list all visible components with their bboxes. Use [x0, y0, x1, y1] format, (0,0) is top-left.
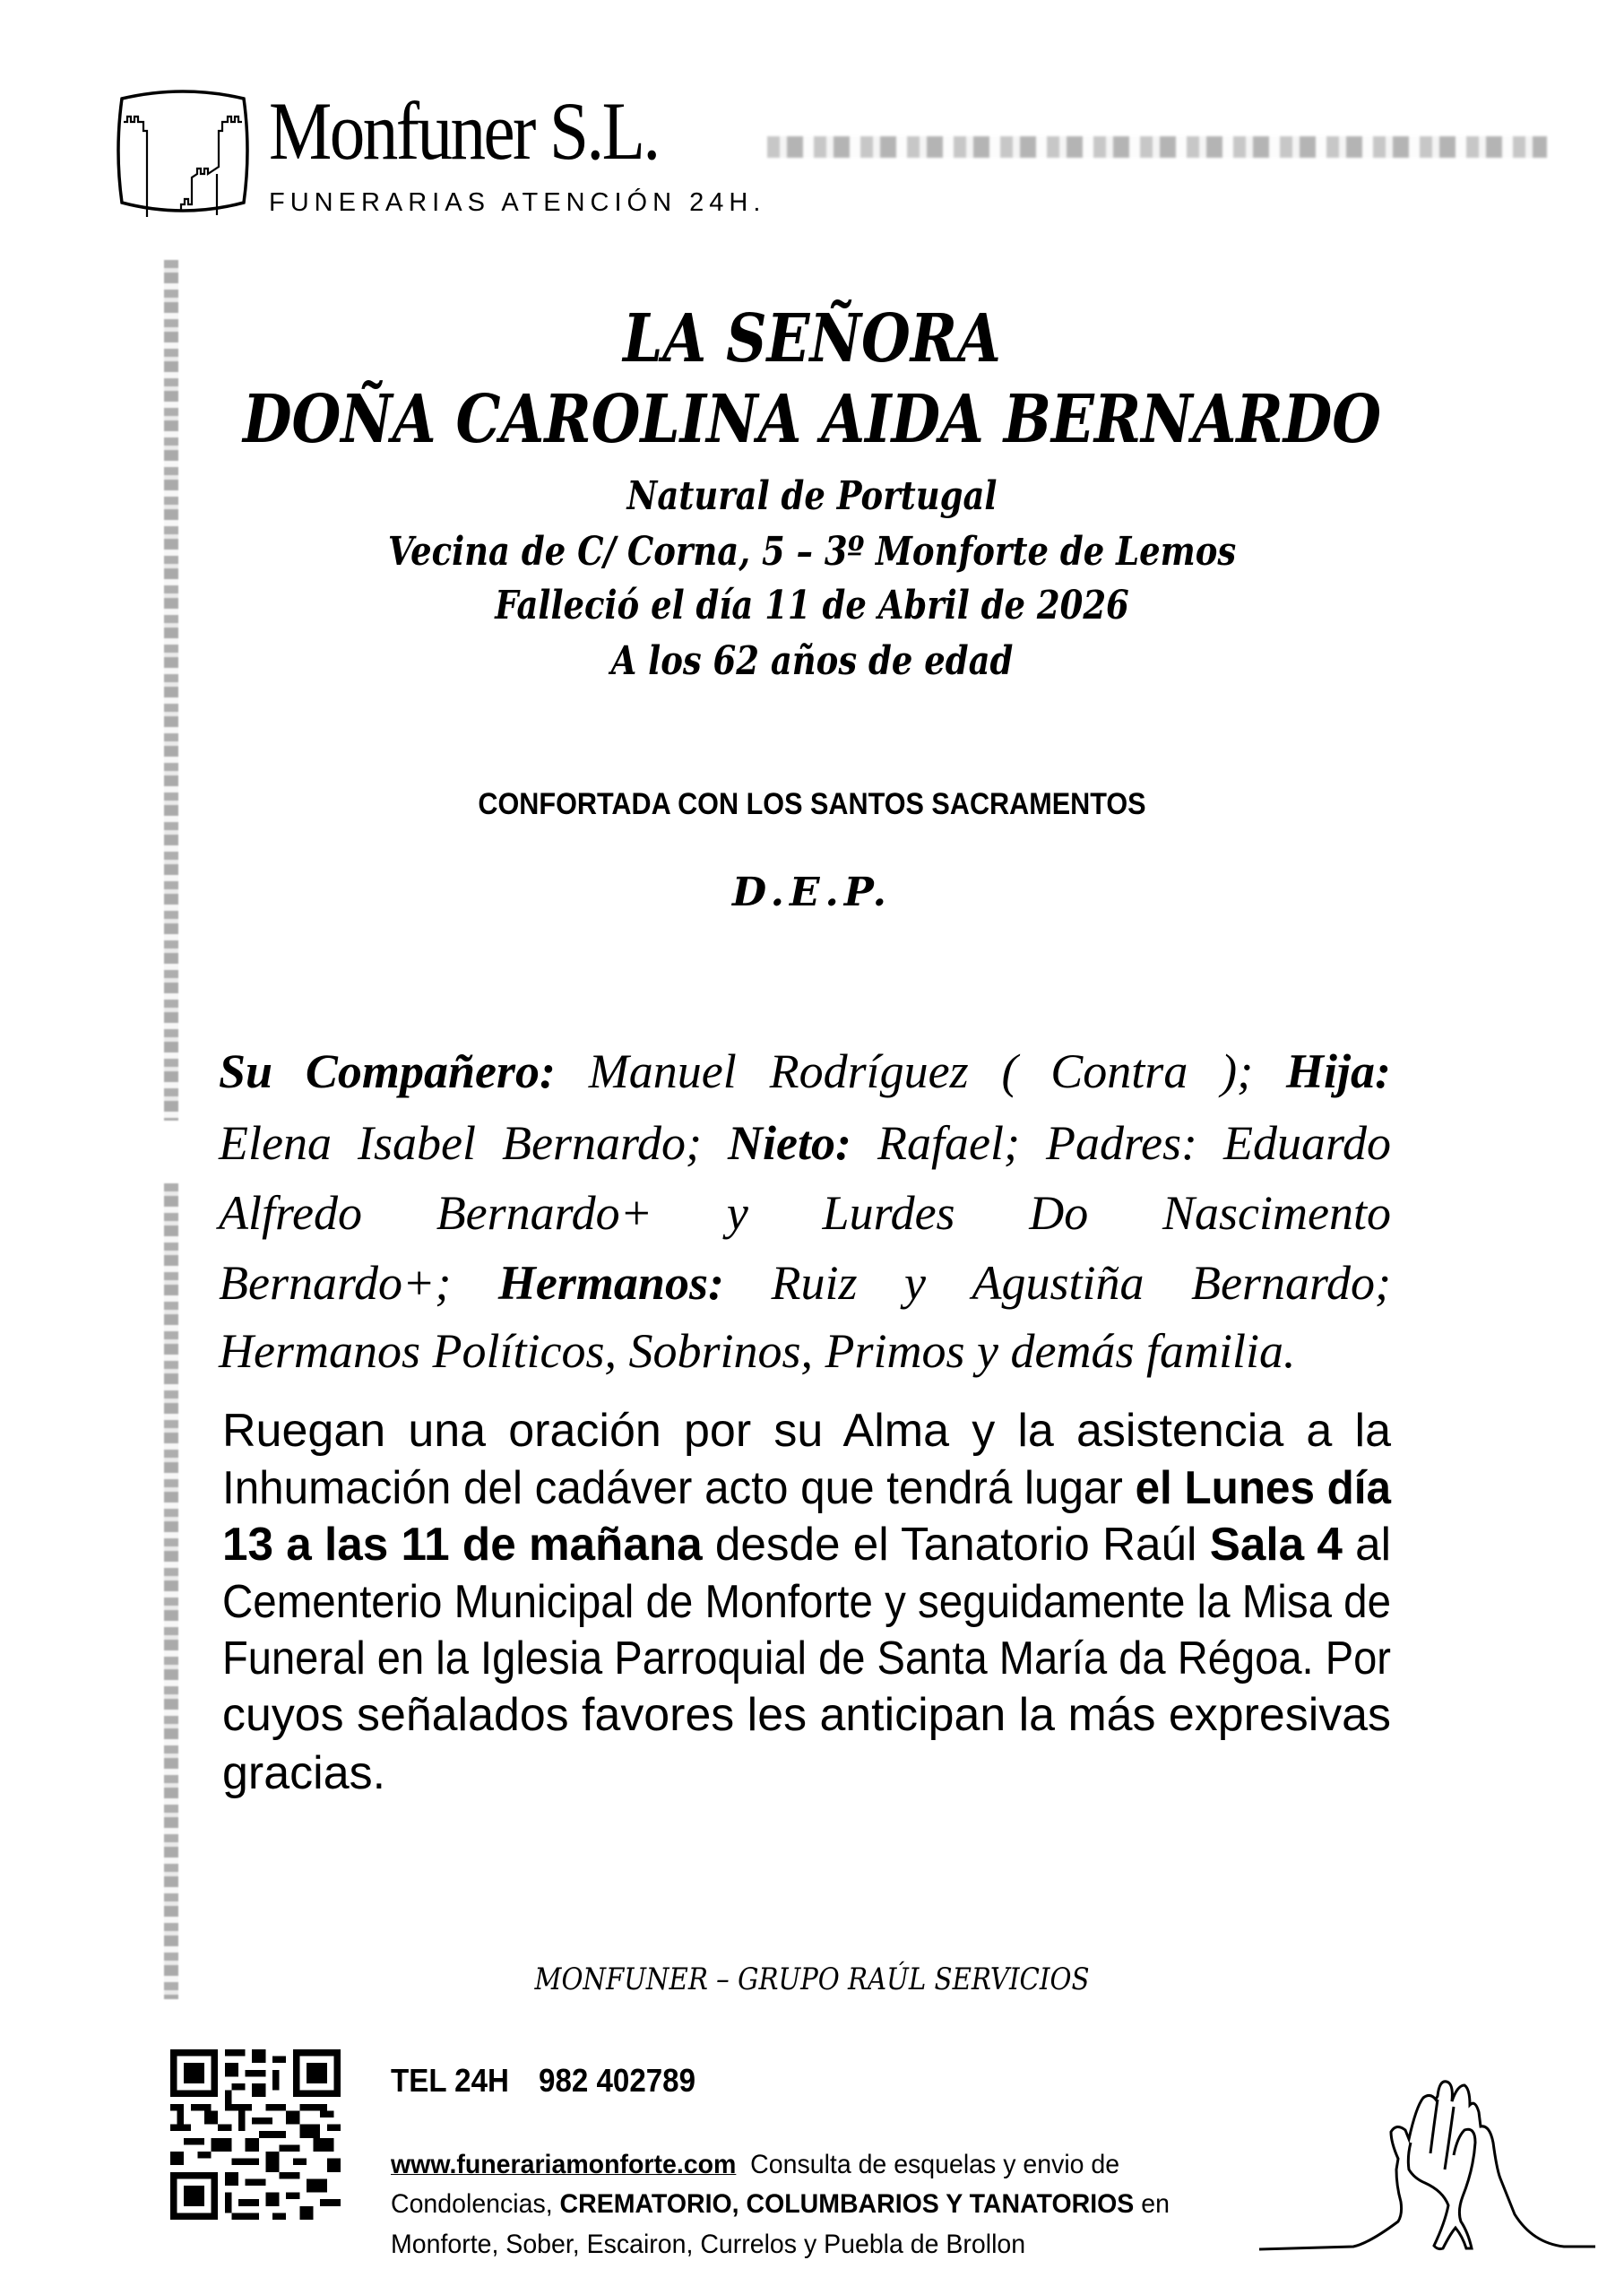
relation-label: Hermanos: [497, 1256, 724, 1310]
ceremony-line [222, 1632, 1391, 1684]
relation-text: Ruiz y Agustiña Bernardo; [723, 1256, 1391, 1310]
death-date-line: Falleció el día 11 de Abril de 2026 [495, 583, 1129, 628]
family-line [219, 1116, 1391, 1170]
ceremony-line [222, 1462, 1391, 1514]
brand-tagline: FUNERARIAS ATENCIÓN 24H. [269, 188, 766, 217]
relation-label: Hija: [1286, 1044, 1391, 1098]
relation-text: Bernardo+; [219, 1256, 498, 1310]
ceremony-text: cuyos señalados favores les anticipan la más expresivas [222, 1689, 1391, 1741]
dep-line: D.E.P. [732, 870, 892, 915]
family-line [219, 1044, 1391, 1098]
relation-label: Nieto: [728, 1116, 851, 1170]
qr-code-icon[interactable] [170, 2049, 341, 2220]
phone-number[interactable]: 982 402789 [539, 2062, 696, 2099]
footer-line [391, 2191, 1170, 2218]
footer-text: Condolencias, [391, 2189, 560, 2219]
family-line [219, 1256, 1391, 1310]
ceremony-text: Cementerio Municipal de Monforte y seguidamente la Misa de [222, 1576, 1391, 1628]
ceremony-text: gracias. [222, 1747, 386, 1799]
ceremony-text: Funeral en la Iglesia Parroquial de Santa María da Régoa. Por [222, 1632, 1391, 1684]
family-line [219, 1186, 1391, 1240]
group-signature: MONFUNER – GRUPO RAÚL SERVICIOS [534, 1962, 1090, 1997]
footer-text: en [1134, 2189, 1170, 2219]
deceased-name: DOÑA CAROLINA AIDA BERNARDO [242, 381, 1382, 458]
address-line: Vecina de C/ Corna, 5 – 3º Monforte de Lemos [387, 529, 1237, 575]
footer-locations: Monforte, Sober, Escairon, Currelos y Puebla de Brollon [391, 2230, 1026, 2259]
ceremony-text: Ruegan una oración por su Alma y la asistencia a la [222, 1405, 1391, 1457]
notice-title: LA SEÑORA [623, 300, 1001, 377]
ceremony-date: el Lunes día [1135, 1462, 1391, 1514]
relation-text: Elena Isabel Bernardo; [219, 1116, 729, 1170]
ceremony-text: desde el Tanatorio Raúl [702, 1519, 1210, 1571]
phone-line [391, 2062, 695, 2100]
footer-line [391, 2231, 1025, 2258]
sacraments-line: CONFORTADA CON LOS SANTOS SACRAMENTOS [478, 787, 1146, 821]
website-link[interactable]: www.funerariamonforte.com [391, 2150, 737, 2179]
origin-line: Natural de Portugal [626, 473, 998, 519]
ceremony-line [222, 1519, 1391, 1571]
praying-hands-icon [1255, 2044, 1613, 2259]
family-line [219, 1324, 1391, 1378]
company-logo-icon [117, 82, 249, 219]
scan-noise-band [767, 136, 1547, 158]
relation-text: Hermanos Políticos, Sobrinos, Primos y demás familia. [219, 1324, 1296, 1378]
brand-name: Monfuner S.L. [269, 85, 659, 177]
age-line: A los 62 años de edad [610, 638, 1014, 684]
relation-text: Rafael; Padres: Eduardo [851, 1116, 1391, 1170]
ceremony-room: Sala 4 [1209, 1519, 1343, 1571]
ceremony-text: al [1342, 1519, 1391, 1571]
ceremony-line [222, 1747, 1391, 1799]
ceremony-line [222, 1405, 1391, 1457]
footer-text: Consulta de esquelas y envio de [736, 2150, 1120, 2179]
footer-services: CREMATORIO, COLUMBARIOS Y TANATORIOS [559, 2189, 1135, 2219]
ceremony-line [222, 1689, 1391, 1741]
ceremony-line [222, 1576, 1391, 1628]
ceremony-text: Inhumación del cadáver acto que tendrá lugar [222, 1462, 1136, 1514]
relation-label: Su Compañero: [219, 1044, 556, 1098]
phone-label: TEL 24H [391, 2062, 509, 2099]
footer-line [391, 2152, 1119, 2178]
relation-text: Alfredo Bernardo+ y Lurdes Do Nascimento [219, 1186, 1391, 1240]
ceremony-time: 13 a las 11 de mañana [222, 1519, 703, 1571]
scan-edge-stripe-bottom [164, 1183, 178, 1999]
relation-text: Manuel Rodríguez ( Contra ); [555, 1044, 1286, 1098]
